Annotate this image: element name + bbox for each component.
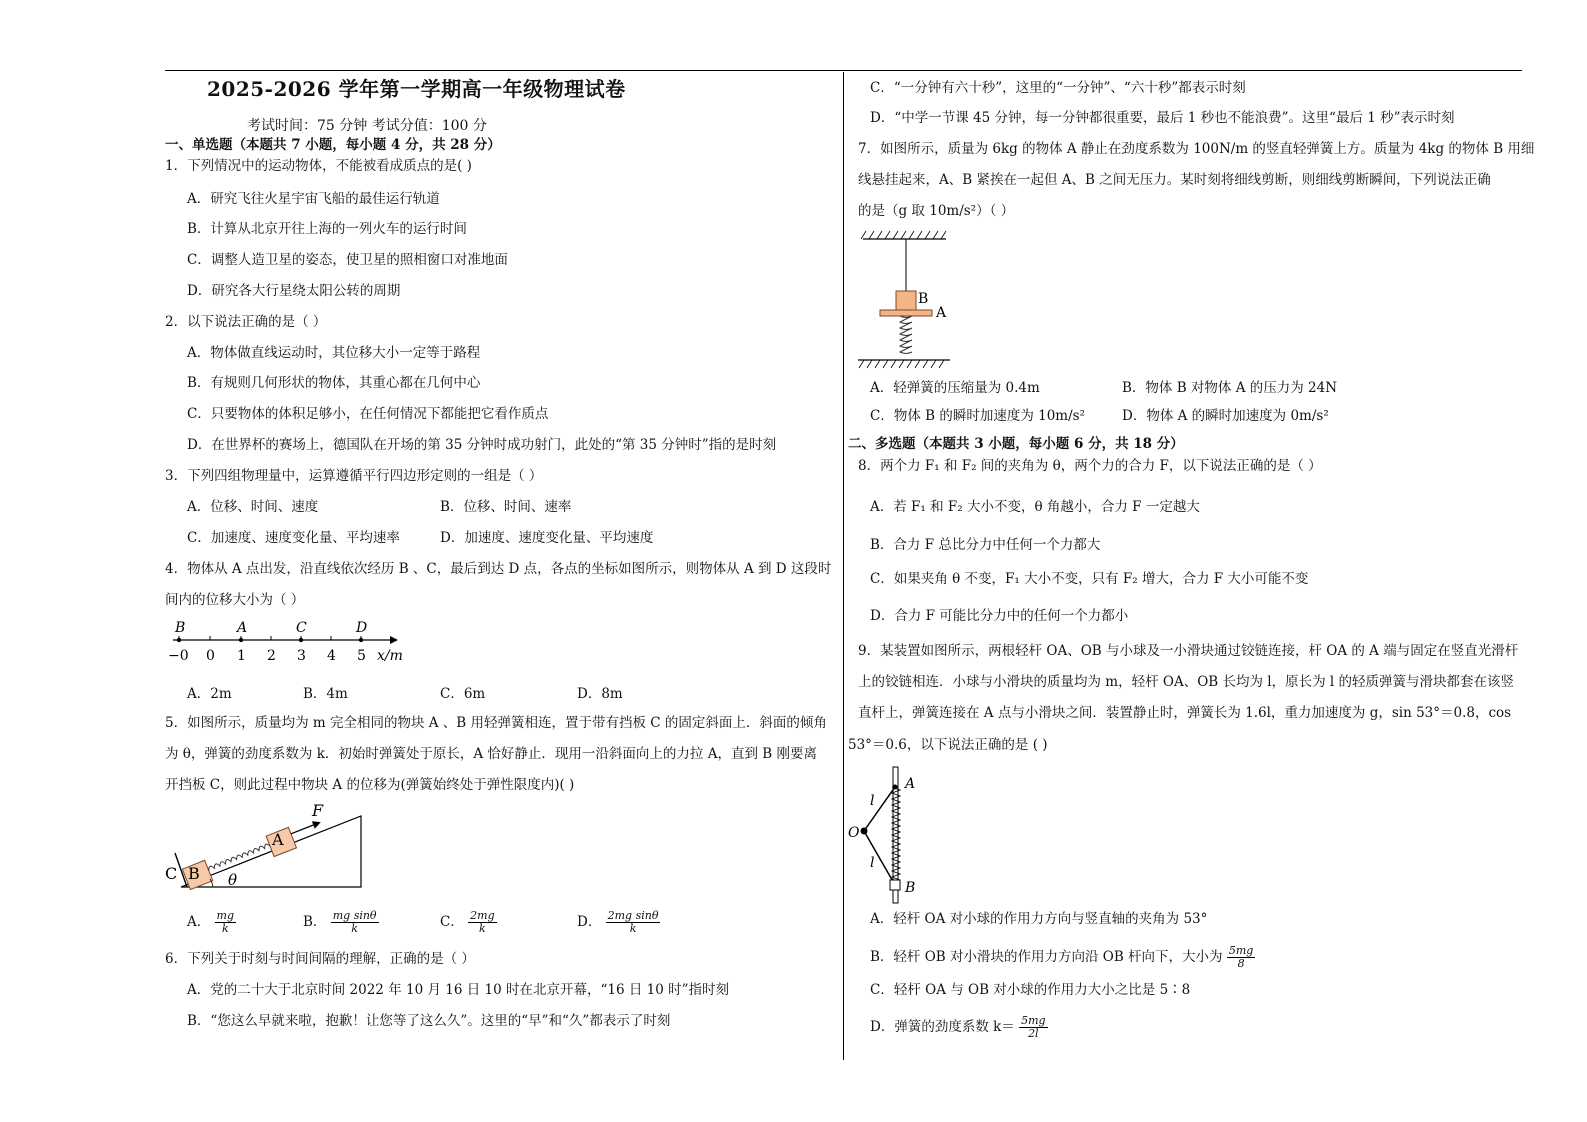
number-line-arrow bbox=[390, 636, 398, 644]
q9-stem-line1: 9．某装置如图所示，两根轻杆 OA、OB 与小球及一小滑块通过铰链连接，杆 OA 的 A 端与固定在竖直光滑杆 bbox=[858, 643, 1519, 659]
incline-blocks bbox=[182, 816, 326, 890]
label-l-upper: l bbox=[870, 793, 875, 809]
tick-label: 4 bbox=[327, 648, 336, 664]
q1-stem: 1．下列情况中的运动物体，不能被看成质点的是( ) bbox=[165, 158, 472, 174]
q6-option-c: C．“一分钟有六十秒”，这里的“一分钟”、“六十秒”都表示时刻 bbox=[870, 80, 1246, 96]
q9-option-c: C．轻杆 OA 与 OB 对小球的作用力大小之比是 5∶8 bbox=[870, 982, 1191, 998]
point-a-label: A bbox=[237, 620, 248, 636]
point-a-dot bbox=[239, 638, 243, 642]
q9-option-b: B．轻杆 OB 对小滑块的作用力方向沿 OB 杆向下，大小为 $\frac{5mg}{8}$ bbox=[870, 944, 1254, 970]
q6-option-b: B．“您这么早就来啦，抱歉！让您等了这么久”。这里的“早”和“久”都表示了时刻 bbox=[187, 1013, 671, 1029]
q1-option-c: C．调整人造卫星的姿态，使卫星的照相窗口对准地面 bbox=[187, 252, 508, 268]
rod-oa bbox=[864, 787, 895, 831]
force-f-arrow-line bbox=[291, 825, 313, 834]
block-b bbox=[896, 291, 916, 310]
q4-number-line-figure bbox=[165, 618, 415, 668]
q7-spring-figure bbox=[858, 230, 968, 370]
point-b-dot bbox=[177, 638, 181, 642]
plate-a bbox=[880, 310, 932, 316]
q7-stem-line2: 线悬挂起来，A、B 紧挨在一起但 A、B 之间无压力。某时刻将细线剪断，则细线剪断瞬间，下列说法正确 bbox=[858, 172, 1491, 188]
q9-stem-line2: 上的铰链相连．小球与小滑块的质量均为 m，轻杆 OA、OB 长均为 l，原长为 l 的轻质弹簧与滑块都套在该竖 bbox=[858, 674, 1514, 690]
q6-option-d: D．“中学一节课 45 分钟，每一分钟都很重要，最后 1 秒也不能浪费”。这里“最后 1 秒”表示时刻 bbox=[870, 110, 1455, 126]
q8-option-b: B．合力 F 总比分力中任何一个力都大 bbox=[870, 537, 1101, 553]
ball-o bbox=[861, 828, 868, 835]
exam-subtitle: 考试时间：75 分钟 考试分值：100 分 bbox=[247, 118, 487, 134]
label-theta: θ bbox=[228, 871, 238, 889]
q4-stem-line1: 4．物体从 A 点出发，沿直线依次经历 B 、C，最后到达 D 点，各点的坐标如图所示，则物体从 A 到 D 这段时 bbox=[165, 561, 832, 577]
q4-option-d: D．8m bbox=[577, 686, 623, 702]
spring bbox=[900, 316, 912, 354]
q1-option-a: A．研究飞往火星宇宙飞船的最佳运行轨道 bbox=[187, 191, 440, 207]
q2-stem: 2．以下说法正确的是（ ） bbox=[165, 314, 327, 330]
q9-option-a: A．轻杆 OA 对小球的作用力方向与竖直轴的夹角为 53° bbox=[870, 911, 1208, 927]
q8-option-d: D．合力 F 可能比分力中的任何一个力都小 bbox=[870, 608, 1129, 624]
q3-option-b: B．位移、时间、速率 bbox=[440, 499, 572, 515]
header-rule bbox=[165, 70, 1522, 71]
label-b: B bbox=[905, 880, 916, 896]
q5-option-a: A． $\frac{mg}{k}$ bbox=[187, 909, 235, 935]
q2-option-c: C．只要物体的体积足够小，在任何情况下都能把它看作质点 bbox=[187, 406, 549, 422]
tick-label: 5 bbox=[357, 648, 366, 664]
q2-option-b: B．有规则几何形状的物体，其重心都在几何中心 bbox=[187, 375, 481, 391]
tick-label: 2 bbox=[267, 648, 276, 664]
q9-rod-figure bbox=[848, 765, 938, 905]
q7-option-b: B．物体 B 对物体 A 的压力为 24N bbox=[1122, 380, 1338, 396]
tick-label: 3 bbox=[297, 648, 306, 664]
q4-stem-line2: 间内的位移大小为（ ） bbox=[165, 592, 305, 608]
q9-stem-line4: 53°＝0.6，以下说法正确的是 ( ) bbox=[848, 737, 1048, 753]
tick-label: 0 bbox=[206, 648, 215, 664]
q5-option-d: D． $\frac{\text{2mg sinθ}}{k}$ bbox=[577, 909, 659, 935]
tick-label: −0 bbox=[168, 648, 189, 664]
q3-option-d: D．加速度、速度变化量、平均速度 bbox=[440, 530, 654, 546]
q5-stem-line3: 开挡板 C，则此过程中物块 A 的位移为(弹簧始终处于弹性限度内)( ) bbox=[165, 777, 575, 793]
q8-stem: 8．两个力 F₁ 和 F₂ 间的夹角为 θ，两个力的合力 F，以下说法正确的是（ ） bbox=[858, 458, 1322, 474]
label-c: C bbox=[165, 864, 178, 883]
q1-option-d: D．研究各大行星绕太阳公转的周期 bbox=[187, 283, 401, 299]
q7-stem-line1: 7．如图所示，质量为 6kg 的物体 A 静止在劲度系数为 100N/m 的竖直轻弹簧上方。质量为 4kg 的物体 B 用细 bbox=[858, 141, 1535, 157]
q3-option-a: A．位移、时间、速度 bbox=[187, 499, 319, 515]
q5-option-b: B． $\frac{\text{mg sinθ}}{k}$ bbox=[303, 909, 377, 935]
q3-option-c: C．加速度、速度变化量、平均速率 bbox=[187, 530, 400, 546]
q5-incline-figure bbox=[165, 800, 370, 895]
point-c-dot bbox=[299, 638, 303, 642]
point-b-label: B bbox=[175, 620, 186, 636]
q5-stem-line2: 为 θ，弹簧的劲度系数为 k．初始时弹簧处于原长，A 恰好静止．现用一沿斜面向上的力拉 A，直到 B 刚要离 bbox=[165, 746, 817, 762]
column-divider bbox=[843, 72, 844, 1060]
q7-option-a: A．轻弹簧的压缩量为 0.4m bbox=[870, 380, 1040, 396]
spring bbox=[207, 843, 270, 870]
slider-b bbox=[890, 880, 900, 890]
q7-option-c: C．物体 B 的瞬时加速度为 10m/s² bbox=[870, 408, 1085, 424]
floor-hatch bbox=[859, 360, 944, 368]
tick-label: 1 bbox=[237, 648, 246, 664]
q4-option-b: B．4m bbox=[303, 686, 348, 702]
q5-option-c: C． $\frac{2mg}{k}$ bbox=[440, 909, 495, 935]
hinge-a bbox=[893, 785, 898, 790]
section-1-heading: 一、单选题（本题共 7 小题，每小题 4 分，共 28 分） bbox=[165, 137, 501, 153]
label-a: A bbox=[272, 830, 284, 849]
q5-stem-line1: 5．如图所示，质量均为 m 完全相同的物块 A 、B 用轻弹簧相连，置于带有挡板 C 的固定斜面上．斜面的倾角 bbox=[165, 715, 827, 731]
section-2-heading: 二、多选题（本题共 3 小题，每小题 6 分，共 18 分） bbox=[848, 436, 1184, 452]
point-d-label: D bbox=[356, 620, 368, 636]
q1-option-b: B．计算从北京开往上海的一列火车的运行时间 bbox=[187, 221, 467, 237]
q2-option-a: A．物体做直线运动时，其位移大小一定等于路程 bbox=[187, 345, 481, 361]
label-f: F bbox=[312, 801, 324, 820]
q4-option-c: C．6m bbox=[440, 686, 486, 702]
rod-ob bbox=[864, 831, 895, 885]
q8-option-a: A．若 F₁ 和 F₂ 大小不变，θ 角越小，合力 F 一定越大 bbox=[870, 499, 1200, 515]
label-o: O bbox=[848, 825, 860, 841]
q6-option-a: A．党的二十大于北京时间 2022 年 10 月 16 日 10 时在北京开幕，“16 日 10 时”指时刻 bbox=[187, 982, 730, 998]
label-a: A bbox=[905, 776, 916, 792]
axis-unit-label: x/m bbox=[377, 648, 403, 664]
label-b: B bbox=[918, 291, 929, 307]
label-b: B bbox=[188, 864, 200, 883]
q7-option-d: D．物体 A 的瞬时加速度为 0m/s² bbox=[1122, 408, 1329, 424]
q6-stem: 6．下列关于时刻与时间间隔的理解，正确的是（ ） bbox=[165, 951, 475, 967]
point-d-dot bbox=[359, 638, 363, 642]
exam-title: 2025-2026 学年第一学期高一年级物理试卷 bbox=[207, 77, 626, 101]
label-l-lower: l bbox=[870, 855, 875, 871]
q8-option-c: C．如果夹角 θ 不变，F₁ 大小不变，只有 F₂ 增大，合力 F 大小可能不变 bbox=[870, 571, 1309, 587]
q7-stem-line3: 的是（g 取 10m/s²）（ ） bbox=[858, 203, 1015, 219]
q4-option-a: A．2m bbox=[187, 686, 232, 702]
q9-option-d: D．弹簧的劲度系数 k＝ $\frac{5mg}{2l}$ bbox=[870, 1014, 1046, 1040]
q3-stem: 3．下列四组物理量中，运算遵循平行四边形定则的一组是（ ） bbox=[165, 468, 543, 484]
ceiling-hatch bbox=[861, 231, 946, 239]
q9-stem-line3: 直杆上，弹簧连接在 A 点与小滑块之间．装置静止时，弹簧长为 1.6l，重力加速度为 g，sin 53°＝0.8，cos bbox=[858, 705, 1512, 721]
point-c-label: C bbox=[296, 620, 307, 636]
label-a: A bbox=[936, 305, 947, 321]
q2-option-d: D．在世界杯的赛场上，德国队在开场的第 35 分钟时成功射门，此处的“第 35 分钟时”指的是时刻 bbox=[187, 437, 777, 453]
